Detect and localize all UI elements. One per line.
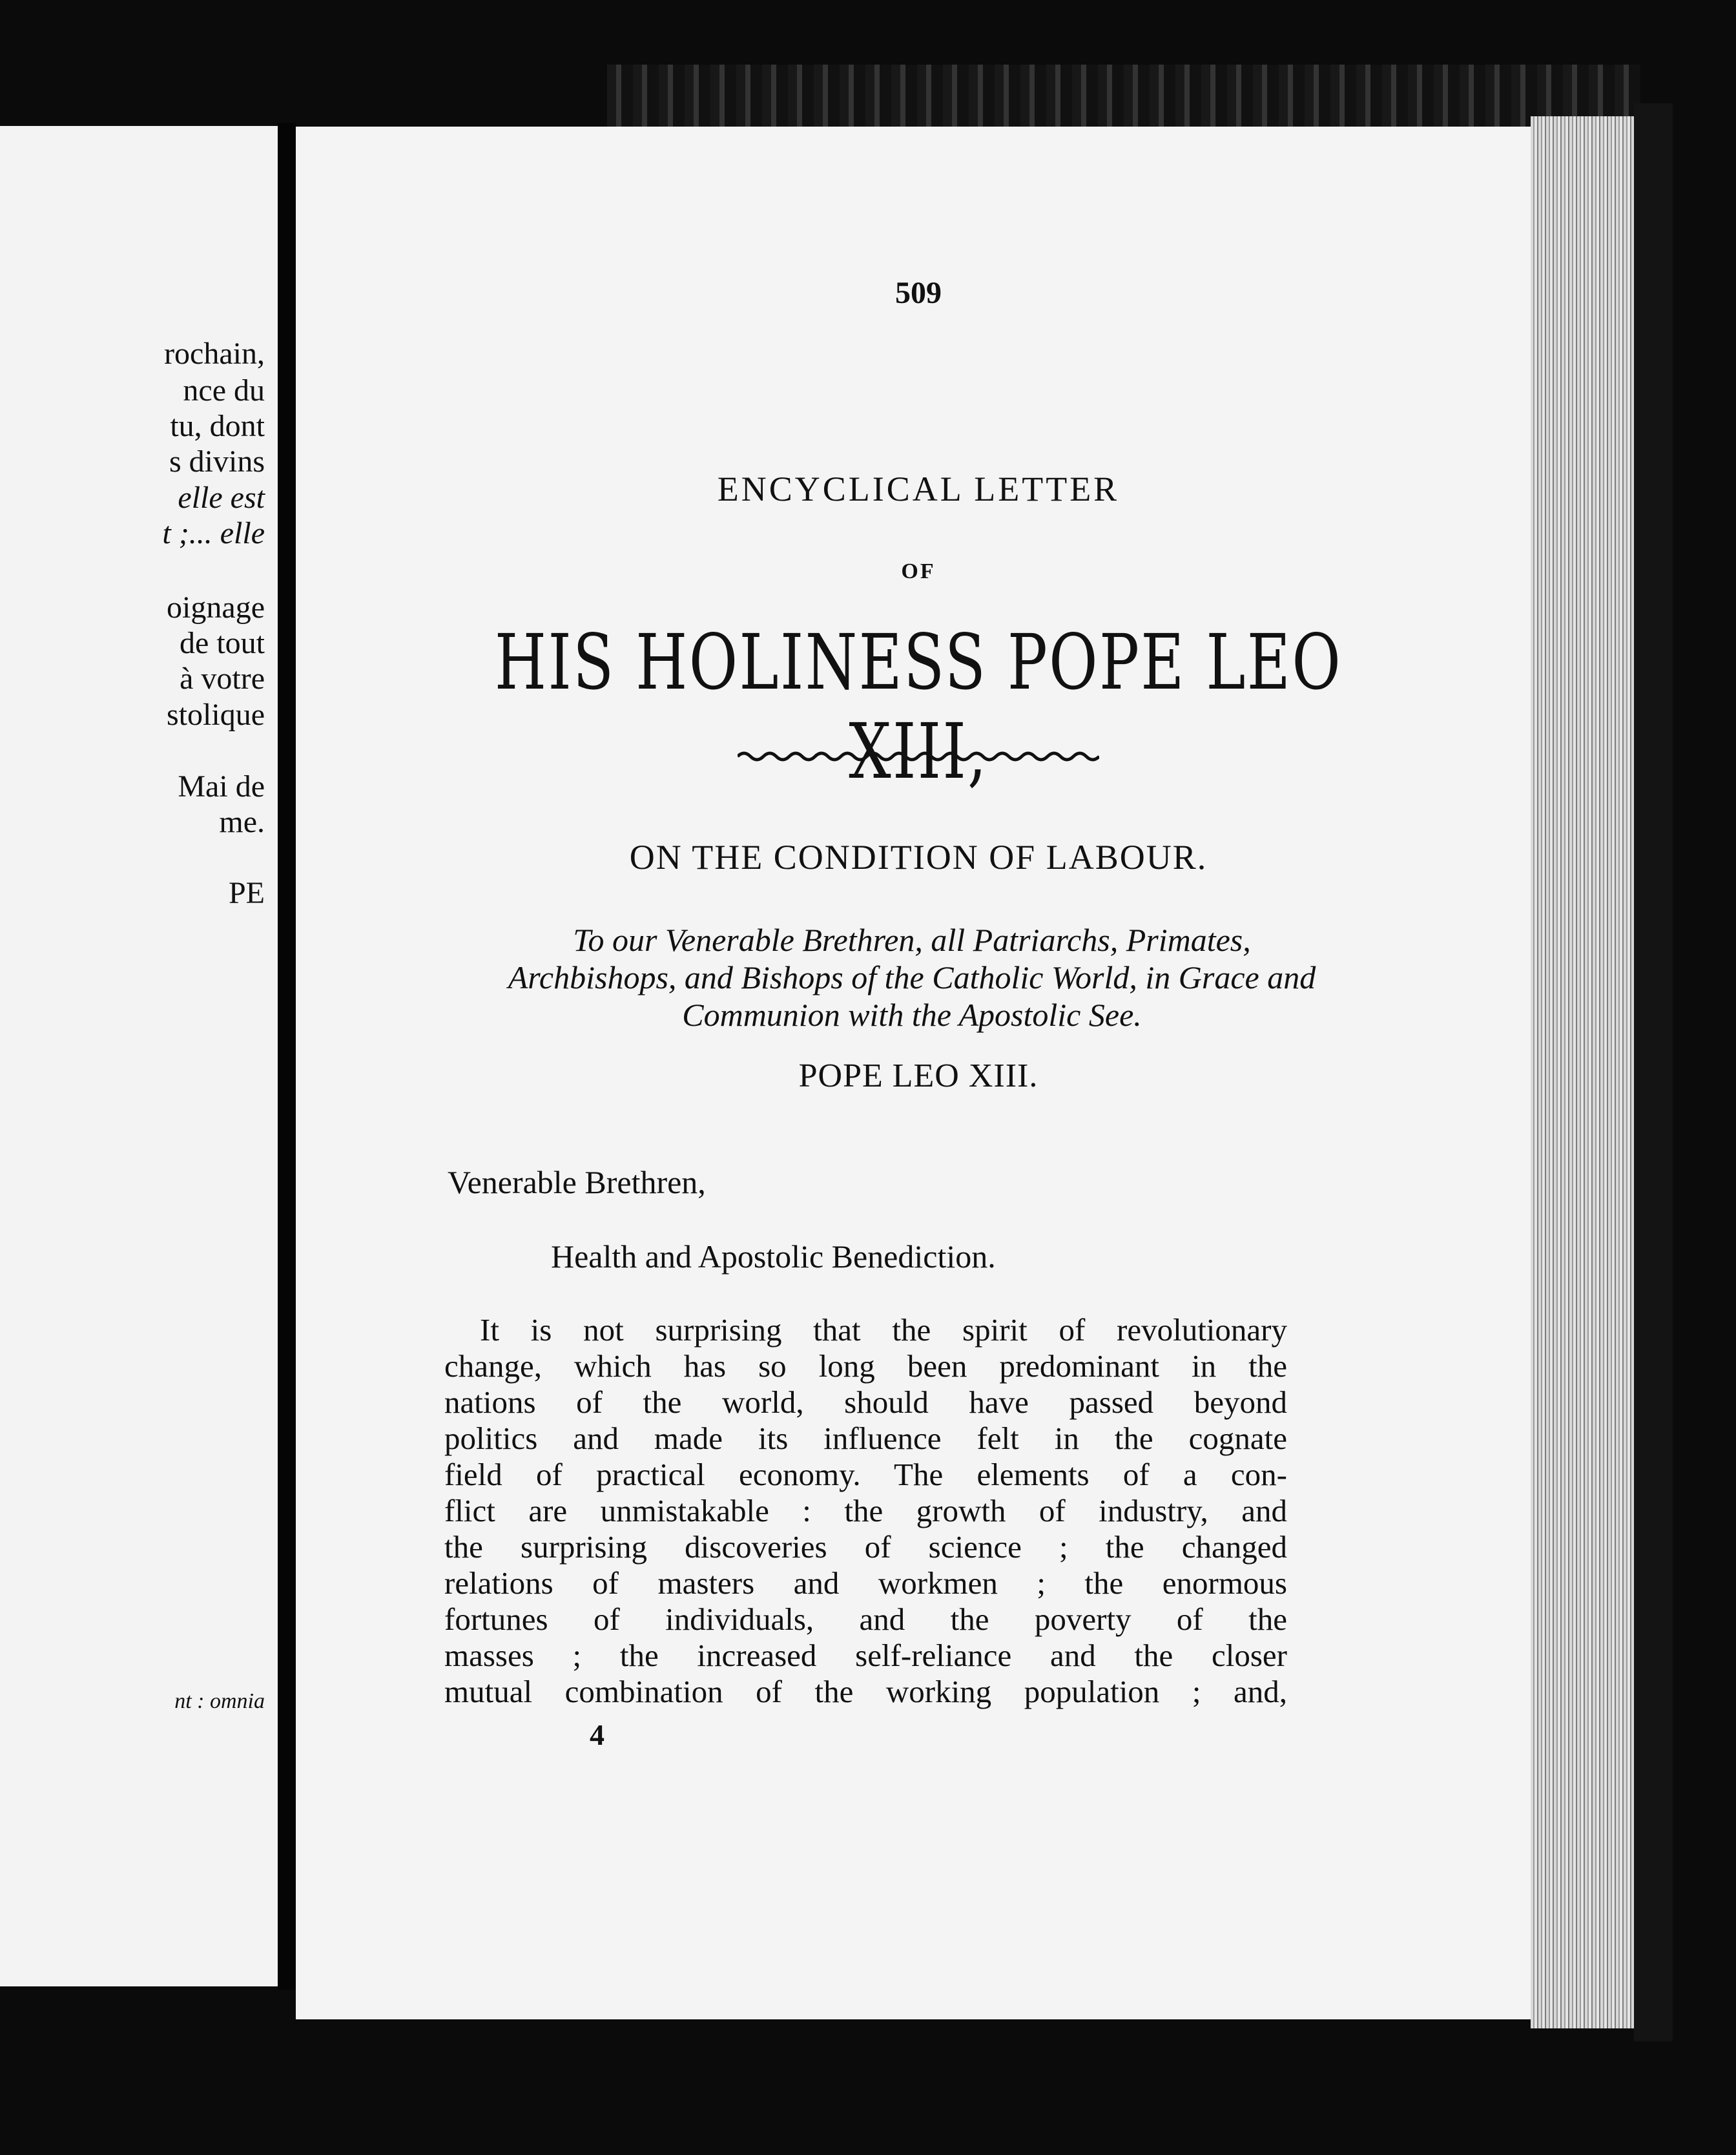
body-line: the surprising discoveries of science ; the changed: [444, 1529, 1287, 1565]
left-page: [0, 126, 278, 1986]
left-page-line: nce du: [183, 373, 265, 408]
left-page-line: Mai de: [178, 769, 265, 804]
greeting: Health and Apostolic Benediction.: [551, 1238, 996, 1275]
book-cover-edge: [1634, 103, 1673, 2041]
body-line: fortunes of individuals, and the poverty of the: [444, 1601, 1287, 1637]
left-page-line: s divins: [169, 444, 265, 479]
body-line: It is not surprising that the spirit of revolutionary: [480, 1312, 1287, 1348]
body-line: flict are unmistakable : the growth of industry, and: [444, 1493, 1287, 1528]
left-page-line: t ;... elle: [162, 516, 265, 550]
body-line: change, which has so long been predominant in the: [444, 1348, 1287, 1384]
left-page-line: à votre: [180, 661, 265, 696]
body-paragraph: [444, 1312, 1287, 1710]
left-page-line: stolique: [167, 698, 265, 732]
left-page-line: nt : omnia: [174, 1689, 265, 1713]
body-line: field of practical economy. The elements of a con-: [444, 1457, 1287, 1492]
signature-mark: 4: [590, 1718, 604, 1751]
left-page-line: PE: [228, 876, 265, 910]
left-page-line: oignage: [167, 590, 265, 625]
left-page-line: tu, dont: [170, 409, 265, 443]
left-page-line: elle est: [178, 481, 265, 515]
left-page-line: de tout: [180, 626, 265, 660]
body-line: nations of the world, should have passed beyond: [444, 1384, 1287, 1420]
page-number: 509: [895, 276, 942, 310]
title-connector: OF: [901, 559, 936, 583]
salutation: Venerable Brethren,: [448, 1164, 706, 1200]
right-page: [296, 127, 1541, 2019]
left-page-line: me.: [219, 805, 265, 839]
address-paragraph: To our Venerable Brethren, all Patriarchs, Primates, Archbishops, and Bishops of the Catholic World, in Grace and Communion with the Apostolic See.: [508, 922, 1316, 1033]
pope-heading: POPE LEO XIII.: [798, 1057, 1038, 1094]
body-line: politics and made its influence felt in the cognate: [444, 1421, 1287, 1456]
book-top-edge: [607, 65, 1640, 136]
body-line: mutual combination of the working population ; and,: [444, 1674, 1287, 1709]
book-gutter: [278, 123, 296, 1990]
document-title: ENCYCLICAL LETTER: [717, 470, 1120, 508]
author-heading: HIS HOLINESS POPE LEO XIII,: [494, 618, 1343, 796]
subject-heading: ON THE CONDITION OF LABOUR.: [629, 838, 1208, 877]
page-edges: [1531, 116, 1640, 2028]
ornamental-rule: [296, 747, 1541, 766]
left-page-line: rochain,: [164, 337, 265, 371]
body-line: relations of masters and workmen ; the enormous: [444, 1565, 1287, 1601]
body-line: masses ; the increased self-reliance and the closer: [444, 1638, 1287, 1673]
